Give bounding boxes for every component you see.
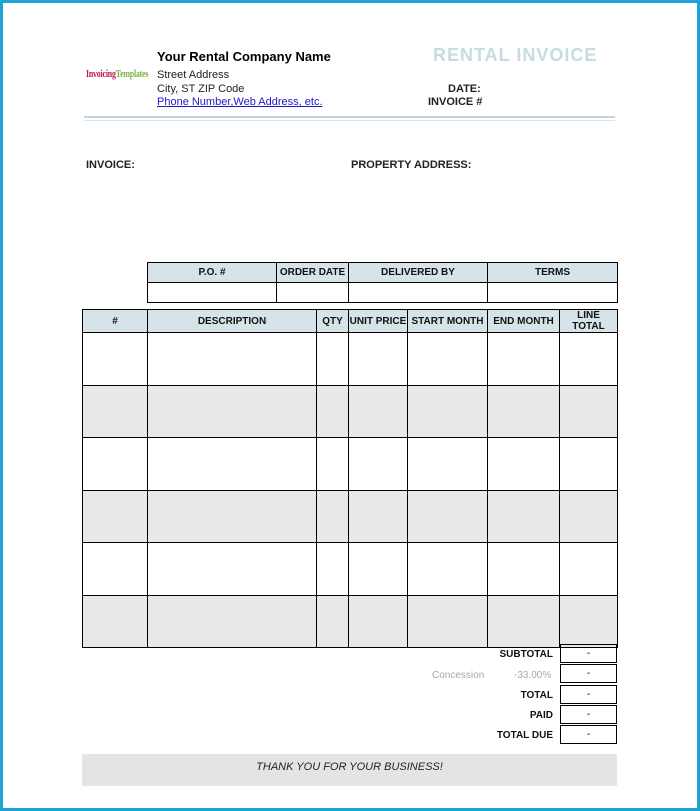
city-state-zip: City, ST ZIP Code	[157, 83, 245, 95]
po-number-header: P.O. #	[148, 263, 277, 283]
po-table	[147, 262, 618, 303]
description-header: DESCRIPTION	[148, 310, 317, 333]
start-month-header: START MONTH	[408, 310, 488, 333]
concession-value[interactable]: -	[560, 664, 617, 683]
subtotal-value[interactable]: -	[560, 644, 617, 663]
delivered-by-header: DELIVERED BY	[349, 263, 488, 283]
order-date-header: ORDER DATE	[277, 263, 349, 283]
total-label: TOTAL	[520, 690, 553, 701]
company-name: Your Rental Company Name	[157, 49, 331, 64]
total-value[interactable]: -	[560, 685, 617, 704]
invoice-number-label: INVOICE #	[428, 96, 483, 108]
street-address: Street Address	[157, 69, 230, 81]
po-number-cell[interactable]	[148, 283, 277, 303]
table-row	[83, 333, 618, 386]
bill-to-label: INVOICE:	[86, 159, 135, 171]
contact-link[interactable]: Phone Number,Web Address, etc.	[157, 96, 323, 108]
items-table	[82, 309, 618, 648]
paid-label: PAID	[529, 710, 553, 721]
delivered-by-cell[interactable]	[349, 283, 488, 303]
invoice-title: RENTAL INVOICE	[433, 45, 598, 65]
property-address-label: PROPERTY ADDRESS:	[351, 159, 472, 171]
qty-header: QTY	[317, 310, 349, 333]
total-due-value[interactable]: -	[560, 725, 617, 744]
company-logo: InvoicingTemplates	[86, 68, 149, 80]
date-label: DATE:	[448, 83, 481, 95]
table-row	[83, 385, 618, 438]
thank-you-footer: THANK YOU FOR YOUR BUSINESS!	[82, 754, 617, 786]
subtotal-label: SUBTOTAL	[499, 649, 553, 660]
concession-percent: -33.00%	[514, 670, 552, 681]
item-number-header: #	[83, 310, 148, 333]
end-month-header: END MONTH	[488, 310, 560, 333]
header-divider-2	[84, 120, 615, 121]
unit-price-header: UNIT PRICE	[349, 310, 408, 333]
terms-cell[interactable]	[488, 283, 618, 303]
order-date-cell[interactable]	[277, 283, 349, 303]
concession-label: Concession	[432, 670, 485, 681]
terms-header: TERMS	[488, 263, 618, 283]
header-divider	[84, 116, 615, 118]
table-row	[83, 490, 618, 543]
table-row	[83, 543, 618, 596]
table-row	[83, 595, 618, 648]
paid-value[interactable]: -	[560, 705, 617, 724]
table-row	[83, 438, 618, 491]
total-due-label: TOTAL DUE	[496, 730, 553, 741]
line-total-header: LINE TOTAL	[560, 310, 618, 333]
